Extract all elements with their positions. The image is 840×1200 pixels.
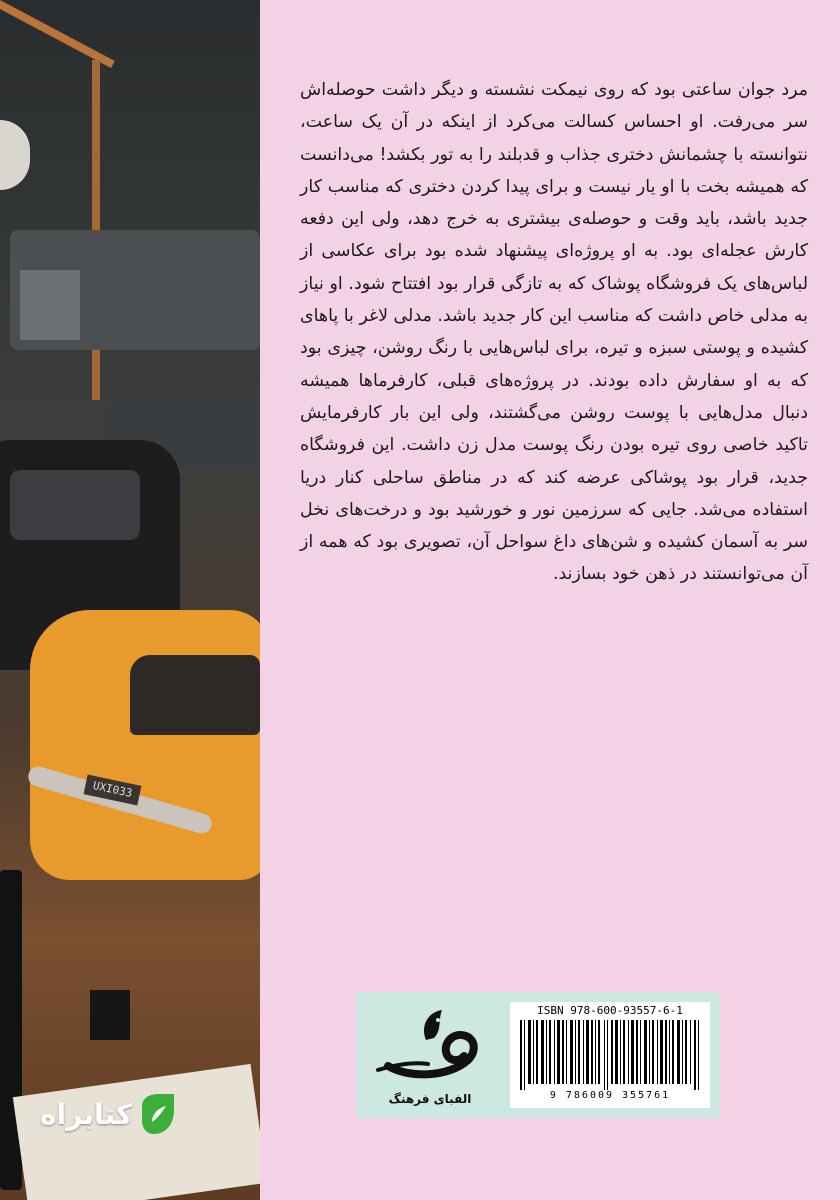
yellow-car-window — [130, 655, 260, 735]
store-logo-text: کتابراه — [40, 1097, 133, 1131]
publisher-bird-logo-icon — [368, 1000, 492, 1094]
publisher-name: الفبای فرهنگ — [388, 1092, 472, 1106]
black-car-window — [10, 470, 140, 540]
device-screen — [20, 270, 80, 340]
barcode-digits: 9 786009 355761 — [549, 1090, 671, 1101]
isbn-label: ISBN 978-600-93557-6-1 — [537, 1004, 683, 1017]
barcode — [510, 1002, 710, 1108]
store-logo[interactable] — [40, 1092, 178, 1136]
cover-photo — [0, 0, 260, 1200]
synopsis-text — [300, 74, 808, 591]
license-plate: UXI033 — [84, 775, 142, 806]
synopsis-paragraph: مرد جوان ساعتی بود که روی نیمکت نشسته و دیگر داشت حوصله‌اش سر می‌رفت. او احساس کسالت می‌کرد از اینکه در آن یک ساعت، نتوانسته با چشمانش دختری جذاب و قدبلند را به تور بکشد! می‌دانست که همیشه بخت با او یار نیست و برای پیدا کردن دختری که مناسب کار جدید باشد، باید وقت و حوصله‌ی بیشتری به خرج دهد، ولی این دفعه کارش عجله‌ای بود. به او پروژه‌ای پیشنهاد شده بود برای عکاسی از لباس‌های یک فروشگاه پوشاک که به تازگی قرار بود افتتاح شود. او نیاز به مدلی خاص داشت که مناسب این کار جدید باشد. مدلی لاغر با پاهای کشیده و پوستی سبزه و تیره، برای لباس‌هایی با رنگ روشن، چیزی بود که به او سفارش داده بودند. در پروژه‌های قبلی، کارفرماها همیشه دنبال مدل‌هایی با پوست روشن می‌گشتند، ولی این بار کارفرمایش تاکید خاصی روی تیره بودن رنگ پوست مدل زن داشت. این فروشگاه جدید، قرار بود پوشاکی عرضه کند که در مناطق ساحلی کنار دریا استفاده می‌شد. جایی که سرزمین نور و خورشید بود و درخت‌های نخل سر به آسمان کشیده و شن‌های داغ سواحل آن، تصویری بود که همه از آن می‌توانستند در ذهن خود بسازند. — [300, 80, 808, 585]
binder-clip — [90, 990, 130, 1040]
desk-lamp-arm — [0, 0, 115, 68]
desk-lamp-head — [0, 120, 30, 190]
leaf-icon — [138, 1092, 178, 1136]
yellow-toy-car — [30, 610, 260, 880]
barcode-bars — [520, 1020, 700, 1090]
